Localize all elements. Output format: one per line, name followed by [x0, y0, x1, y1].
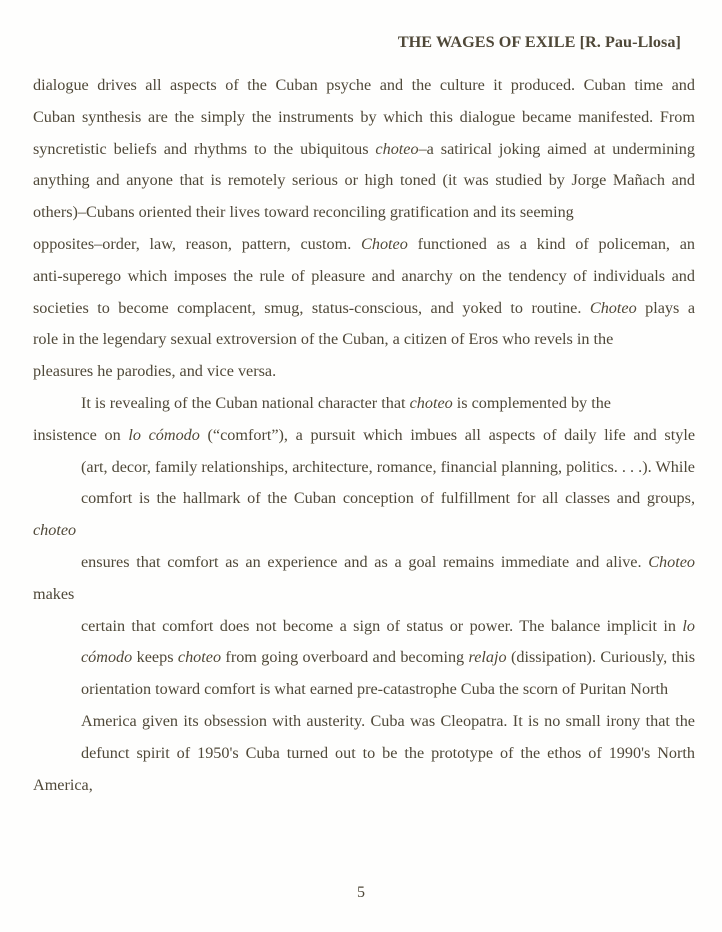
text-line: role in the legendary sexual extroversion of the Cuban, a citizen of Eros who revels in the — [33, 330, 614, 349]
body-text — [33, 70, 695, 801]
text-line: opposites–order, law, reason, pattern, custom. Choteo functioned as a kind of policeman, an — [33, 234, 696, 253]
italic-term: Choteo — [361, 234, 408, 253]
text-line: ensures that comfort as an experience and as a goal remains immediate and alive. Choteo makes — [33, 552, 695, 603]
text-line: It is revealing of the Cuban national character that choteo is complemented by the — [81, 393, 611, 412]
italic-term: lo — [682, 616, 695, 635]
italic-term: relajo — [468, 648, 507, 667]
text-line: America given its obsession with austerity. Cuba was Cleopatra. It is no small irony that the — [81, 711, 695, 730]
text-line: insistence on lo cómodo (“comfort”), a pursuit which imbues all aspects of daily life and style — [33, 425, 695, 444]
italic-term: choteo — [409, 393, 453, 412]
text-line: defunct spirit of 1950's Cuba turned out to be the prototype of the ethos of 1990's North America, — [33, 743, 695, 794]
paragraph-1 — [33, 70, 695, 388]
text-line: anti-superego which imposes the rule of pleasure and anarchy on the tendency of individuals and — [33, 266, 695, 285]
text-line: comfort is the hallmark of the Cuban conception of fulfillment for all classes and groups, choteo — [33, 489, 695, 540]
italic-term: Choteo — [648, 552, 695, 571]
text-line: anything and anyone that is remotely serious or high toned (it was studied by Jorge Mañach and — [33, 171, 695, 190]
italic-term: choteo — [33, 521, 77, 540]
text-line: certain that comfort does not become a sign of status or power. The balance implicit in lo — [81, 616, 695, 635]
text-line: orientation toward comfort is what earned pre-catastrophe Cuba the scorn of Puritan North — [81, 680, 669, 699]
italic-term: choteo — [375, 139, 419, 158]
text-line: pleasures he parodies, and vice versa. — [33, 362, 277, 381]
page-number: 5 — [357, 884, 365, 901]
italic-term: cómodo — [81, 648, 133, 667]
text-line: others)–Cubans oriented their lives toward reconciling gratification and its seeming — [33, 203, 574, 222]
italic-term: Choteo — [589, 298, 637, 317]
running-head: THE WAGES OF EXILE [R. Pau-Llosa] — [397, 33, 681, 51]
text-line: societies to become complacent, smug, status-conscious, and yoked to routine. Choteo plays a — [33, 298, 696, 317]
text-line: syncretistic beliefs and rhythms to the ubiquitous choteo–a satirical joking aimed at undermining — [33, 139, 695, 158]
text-line: cómodo keeps choteo from going overboard and becoming relajo (dissipation). Curiously, this — [81, 648, 696, 667]
italic-term: choteo — [177, 648, 222, 667]
text-line: dialogue drives all aspects of the Cuban psyche and the culture it produced. Cuban time and — [33, 76, 695, 94]
italic-term: lo cómodo — [128, 425, 200, 444]
text-line: Cuban synthesis are the simply the instruments by which this dialogue became manifested. From — [33, 107, 695, 126]
text-line: (art, decor, family relationships, architecture, romance, financial planning, politics. . . .). While — [81, 457, 695, 476]
paragraph-2 — [33, 388, 695, 801]
